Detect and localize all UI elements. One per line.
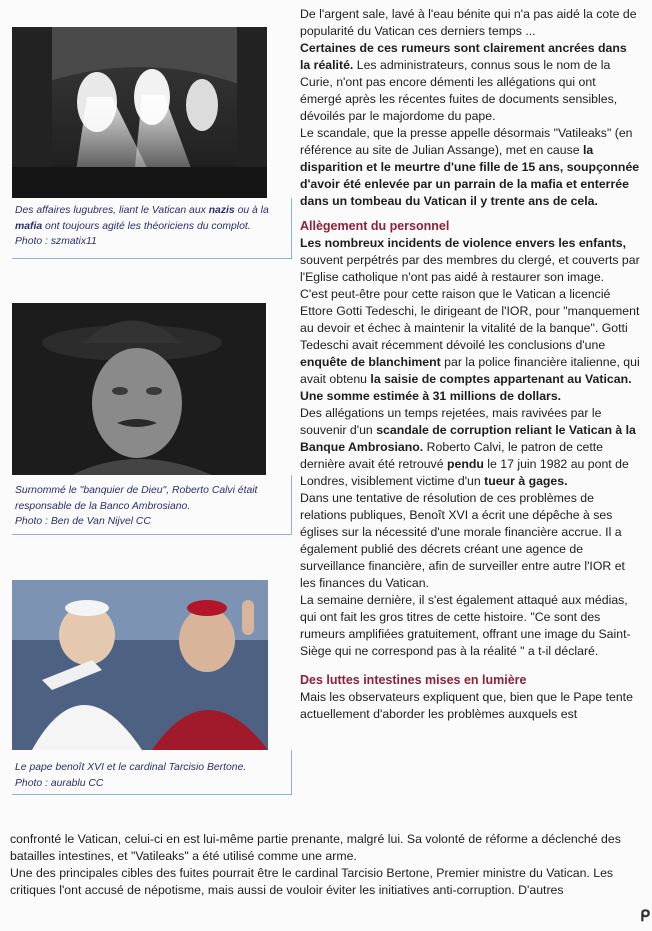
photo-pope-bertone (12, 580, 268, 750)
paragraph: Dans une tentative de résolution de ces problèmes de relations publiques, Benoît XVI a écrit une dépêche à ses églises sur la nécessité d'une morale financière accrue. Il a également publié des décrets créant une agence de surveillance financière, afin de surveiller entre autre l'IOR et les finances du Vatican. (300, 491, 625, 590)
caption-3: Le pape benoît XVI et le cardinal Tarcisio Bertone. Photo : aurablu CC (15, 762, 247, 789)
paragraph: Une somme estimée à 31 millions de dollars. (300, 389, 562, 403)
paragraph: confronté le Vatican, celui-ci en est lui-même partie prenante, malgré lui. Sa volonté de réforme a déclenché des batailles intestines, et "Vatileaks" a été utilisé comme une arme. (10, 832, 621, 863)
paragraph: C'est peut-être pour cette raison que le Vatican a licencié Ettore Gotti Tedeschi, le dirigeant de l'IOR, pour "manquement au devoir et échec à maintenir la vitalité de la banque". Gotti Tedeschi avait récemment dévoilé les conclusions d'une enquête de blanchiment par la police financière italienne, qui avait obtenu la saisie de comptes appartenant au Vatican. (300, 287, 640, 386)
paragraph: Le scandale, que la presse appelle désormais "Vatileaks" (en référence au site de Julian Assange), met en cause la disparition et le meurtre d'une fille de 15 ans, soupçonnée d'avoir été enlevée par un parrain de la mafia et enterrée dans un tombeau du Vatican il y trente ans de cela. (300, 126, 640, 208)
caption-1-credit: Photo : szmatix11 (15, 236, 97, 247)
photo-calvi (12, 303, 266, 475)
paragraph: La semaine dernière, il s'est également attaqué aux médias, qui ont fait les gros titres de cette histoire. "Ce sont des rumeurs amplifiées gratuitement, offrant une image du Saint-Siège qui ne correspond pas à la réalité " a t-il déclaré. (300, 593, 631, 658)
caption-3-credit: Photo : aurablu CC (15, 777, 104, 789)
page-mark-icon: ᑭ (640, 908, 651, 925)
paragraph: Les nombreux incidents de violence envers les enfants, souvent perpétrés par des membres du clergé, et couverts par l'Eglise catholique n'ont pas aidé à restaurer son image. (300, 236, 640, 284)
paragraph: Une des principales cibles des fuites pourrait être le cardinal Tarcisio Bertone, Premier ministre du Vatican. Les critiques l'ont accusé de népotisme, mais aussi de vouloir éviter les initiatives anti-corruption. D'autres (10, 866, 614, 897)
paragraph: Des allégations un temps rejetées, mais ravivées par le souvenir d'un scandale de corruption reliant le Vatican à la Banque Ambrosiano. Roberto Calvi, le patron de cette dernière avait été retrouvé pendu le 17 juin 1982 au pont de Londres, visiblement victime d'un tueur à gages. (300, 406, 636, 488)
paragraph: Certaines de ces rumeurs sont clairement ancrées dans la réalité. Les administrateurs, connus sous le nom de la Curie, n'ont pas encore démenti les allégations qui ont émergé après les récentes fuites de documents sensibles, dévoilés par le majordome du pape. (300, 41, 627, 123)
section-heading-allegement: Allègement du personnel (300, 219, 450, 233)
article-bottom (10, 831, 640, 899)
section-heading-luttes: Des luttes intestines mises en lumière (300, 673, 527, 687)
caption-1: Des affaires lugubres, liant le Vatican aux nazis ou à la mafia ont toujours agité les théoriciens du complot. Photo : szmatix11 (15, 205, 269, 247)
caption-2: Surnommé le "banquier de Dieu", Roberto Calvi était responsable de la Banco Ambrosiano. Photo : Ben de Van Nijvel CC (15, 485, 258, 527)
caption-2-credit: Photo : Ben de Van Nijvel CC (15, 516, 151, 527)
article-column (300, 6, 640, 723)
paragraph: De l'argent sale, lavé à l'eau bénite qui n'a pas aidé la cote de popularité du Vatican ces derniers temps ... (300, 7, 637, 38)
paragraph: Mais les observateurs expliquent que, bien que le Pape tente actuellement d'aborder les problèmes auxquels est (300, 690, 633, 721)
photo-basilica (12, 27, 267, 198)
